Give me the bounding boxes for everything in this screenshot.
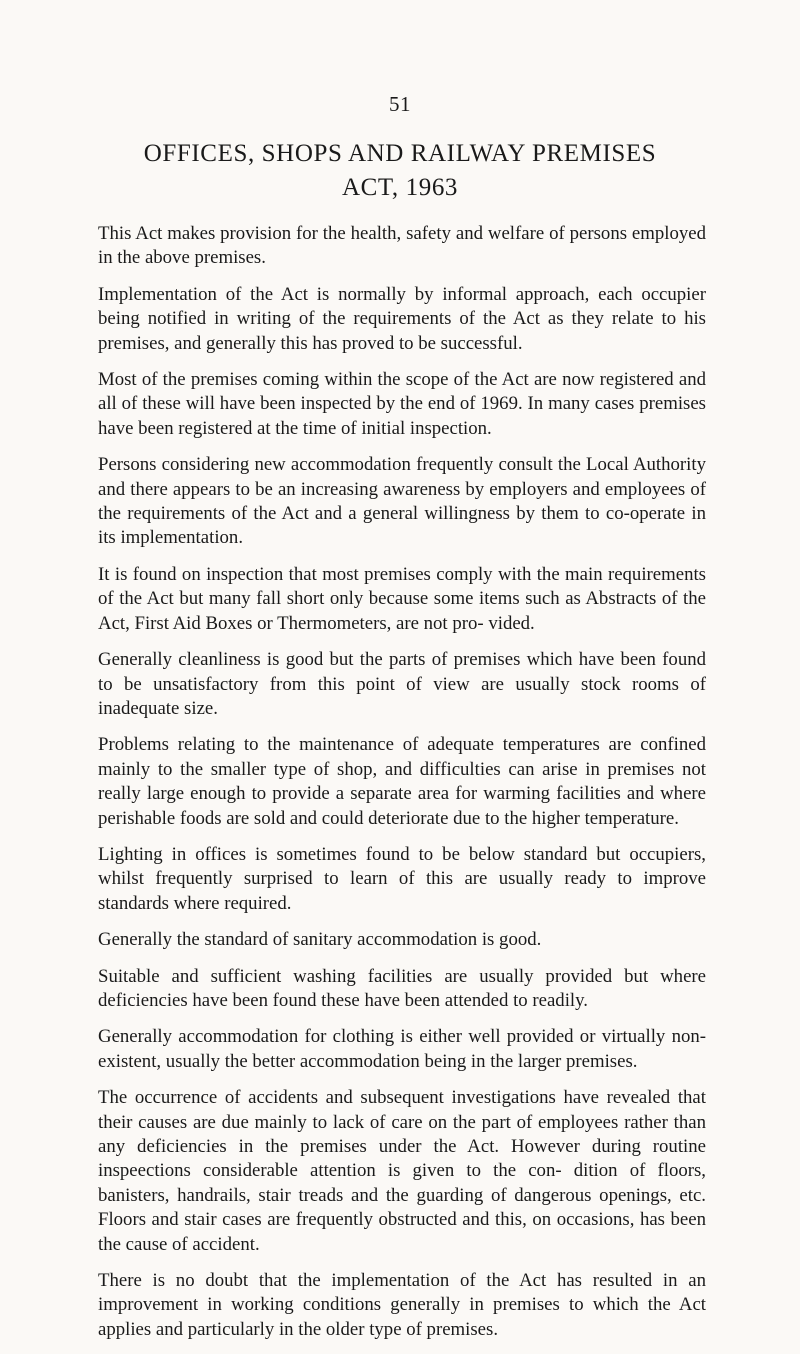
- body-text: [98, 222, 706, 1354]
- paragraph-conclusion: There is no doubt that the implementation of the Act has resulted in an improvement in working conditions generally in premises to which the Act applies and particularly in the older type of premises.: [98, 1270, 706, 1340]
- paragraph-compliance: It is found on inspection that most premises comply with the main requirements of the Act but many fall short only because some items such as Abstracts of the Act, First Aid Boxes or Thermometers, are not pro- vided.: [98, 563, 706, 634]
- paragraph-cleanliness: Generally cleanliness is good but the parts of premises which have been found to be unsatisfactory from this point of view are usually stock rooms of inadequate size.: [98, 649, 706, 719]
- paragraph-lighting: Lighting in offices is sometimes found to be below standard but occupiers, whilst frequently surprised to learn of this are usually ready to improve standards where required.: [98, 843, 706, 914]
- page-title: [100, 137, 700, 205]
- paragraph-registration: Most of the premises coming within the scope of the Act are now registered and all of these will have been inspected by the end of 1969. In many cases premises have been registered at the time of initial inspection.: [98, 369, 706, 439]
- paragraph-scope: This Act makes provision for the health, safety and welfare of persons employed in the above premises.: [98, 223, 706, 269]
- paragraph-sanitary: Generally the standard of sanitary accommodation is good.: [98, 929, 542, 951]
- paragraph-new-accommodation: Persons considering new accommodation frequently consult the Local Authority and there appears to be an increasing awareness by employers and employees of the requirements of the Act and a general willingness by them to co-operate in its implementation.: [98, 454, 706, 549]
- title-line-1: OFFICES, SHOPS AND RAILWAY PREMISES: [143, 140, 657, 167]
- paragraph-temperatures: Problems relating to the maintenance of adequate temperatures are confined mainly to the smaller type of shop, and difficulties can arise in premises not really large enough to provide a separate area for warming facilities and where perishable foods are sold and could deteriorate due to the higher temperature.: [98, 734, 706, 829]
- page-number: 51: [389, 92, 411, 116]
- paragraph-accidents: The occurrence of accidents and subsequent investigations have revealed that their causes are due mainly to lack of care on the part of employees rather than any deficiencies in the premises under the Act. However during routine inspeections considerable attention is given to the con- dition of floors, banisters, handrails, stair treads and the guarding of dangerous openings, etc. Floors and stair cases are frequently obstructed and this, on occasions, has been the cause of accident.: [98, 1087, 706, 1255]
- title-line-2: ACT, 1963: [341, 174, 459, 201]
- paragraph-clothing: Generally accommodation for clothing is either well provided or virtually non-existent, usually the better accommodation being in the larger premises.: [98, 1026, 706, 1072]
- paragraph-washing: Suitable and sufficient washing facilities are usually provided but where deficiencies have been found these have been attended to readily.: [98, 965, 706, 1011]
- paragraph-implementation: Implementation of the Act is normally by informal approach, each occupier being notified in writing of the requirements of the Act as they relate to his premises, and generally this has proved to be successful.: [98, 283, 706, 354]
